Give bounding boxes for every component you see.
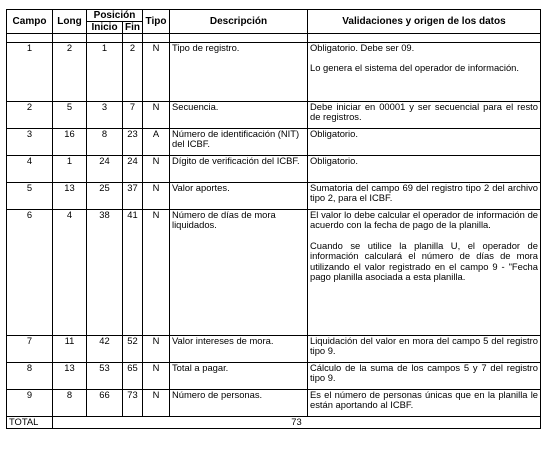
cell-tipo: N xyxy=(143,156,170,183)
cell-tipo: N xyxy=(143,43,170,102)
cell-campo: 7 xyxy=(7,336,53,363)
cell-descripcion: Número de días de mora liquidados. xyxy=(170,210,308,336)
cell-campo: 6 xyxy=(7,210,53,336)
total-value: 73 xyxy=(53,417,541,429)
cell-inicio: 8 xyxy=(87,129,123,156)
header-inicio: Inicio xyxy=(87,22,123,34)
total-row xyxy=(7,417,541,429)
header-posicion: Posición xyxy=(87,10,143,22)
cell-inicio: 53 xyxy=(87,363,123,390)
cell-long: 13 xyxy=(53,183,87,210)
cell-fin: 73 xyxy=(123,390,143,417)
header-validaciones: Validaciones y origen de los datos xyxy=(308,10,541,34)
cell-long: 1 xyxy=(53,156,87,183)
table-row xyxy=(7,156,541,183)
cell-descripcion: Número de personas. xyxy=(170,390,308,417)
cell-validaciones: Sumatoria del campo 69 del registro tipo 2 del archivo tipo 2, para el ICBF. xyxy=(308,183,541,210)
cell-fin: 7 xyxy=(123,102,143,129)
cell-descripcion: Secuencia. xyxy=(170,102,308,129)
table-row xyxy=(7,183,541,210)
cell-long: 4 xyxy=(53,210,87,336)
cell-long: 13 xyxy=(53,363,87,390)
cell-long: 5 xyxy=(53,102,87,129)
cell-validaciones: Liquidación del valor en mora del campo 5 del registro tipo 9. xyxy=(308,336,541,363)
cell-fin: 65 xyxy=(123,363,143,390)
cell-campo: 3 xyxy=(7,129,53,156)
cell-campo: 9 xyxy=(7,390,53,417)
table-row xyxy=(7,102,541,129)
cell-descripcion: Total a pagar. xyxy=(170,363,308,390)
table-row xyxy=(7,43,541,102)
validation-text: Lo genera el sistema del operador de información. xyxy=(310,62,519,74)
cell-validaciones: Obligatorio. xyxy=(308,129,541,156)
header-descripcion: Descripción xyxy=(170,10,308,34)
table-row xyxy=(7,210,541,336)
cell-descripcion: Valor intereses de mora. xyxy=(170,336,308,363)
header-fin: Fin xyxy=(123,22,143,34)
cell-long: 16 xyxy=(53,129,87,156)
cell-tipo: A xyxy=(143,129,170,156)
cell-campo: 4 xyxy=(7,156,53,183)
cell-long: 8 xyxy=(53,390,87,417)
cell-inicio: 3 xyxy=(87,102,123,129)
cell-tipo: N xyxy=(143,102,170,129)
cell-tipo: N xyxy=(143,183,170,210)
cell-inicio: 24 xyxy=(87,156,123,183)
validation-text: Cuando se utilice la planilla U, el operador de información calculará el número de días de mora utilizando el valor registrado en el campo 9 - "Fecha pago planilla asociada a esta planilla. xyxy=(310,239,538,283)
cell-validaciones xyxy=(308,43,541,102)
cell-validaciones: Obligatorio. xyxy=(308,156,541,183)
cell-validaciones: Es el número de personas únicas que en la planilla le están aportando al ICBF. xyxy=(308,390,541,417)
cell-tipo: N xyxy=(143,363,170,390)
header-campo: Campo xyxy=(7,10,53,34)
cell-fin: 24 xyxy=(123,156,143,183)
record-specification-table xyxy=(6,9,541,429)
cell-inicio: 25 xyxy=(87,183,123,210)
cell-inicio: 42 xyxy=(87,336,123,363)
cell-inicio: 38 xyxy=(87,210,123,336)
cell-tipo: N xyxy=(143,390,170,417)
cell-campo: 1 xyxy=(7,43,53,102)
cell-validaciones: Debe iniciar en 00001 y ser secuencial para el resto de registros. xyxy=(308,102,541,129)
cell-fin: 23 xyxy=(123,129,143,156)
header-tipo: Tipo xyxy=(143,10,170,34)
validation-text: Obligatorio. Debe ser 09. xyxy=(310,42,415,53)
cell-long: 2 xyxy=(53,43,87,102)
cell-fin: 2 xyxy=(123,43,143,102)
cell-campo: 5 xyxy=(7,183,53,210)
cell-tipo: N xyxy=(143,336,170,363)
total-label: TOTAL xyxy=(7,417,53,429)
cell-inicio: 66 xyxy=(87,390,123,417)
cell-fin: 37 xyxy=(123,183,143,210)
cell-inicio: 1 xyxy=(87,43,123,102)
cell-descripcion: Número de identificación (NIT) del ICBF. xyxy=(170,129,308,156)
table-row xyxy=(7,363,541,390)
cell-validaciones xyxy=(308,210,541,336)
table-row xyxy=(7,129,541,156)
cell-campo: 8 xyxy=(7,363,53,390)
cell-campo: 2 xyxy=(7,102,53,129)
cell-long: 11 xyxy=(53,336,87,363)
cell-validaciones: Cálculo de la suma de los campos 5 y 7 del registro tipo 9. xyxy=(308,363,541,390)
cell-descripcion: Tipo de registro. xyxy=(170,43,308,102)
cell-fin: 41 xyxy=(123,210,143,336)
cell-descripcion: Valor aportes. xyxy=(170,183,308,210)
cell-descripcion: Dígito de verificación del ICBF. xyxy=(170,156,308,183)
cell-fin: 52 xyxy=(123,336,143,363)
spacer-row xyxy=(7,34,541,43)
header-long: Long xyxy=(53,10,87,34)
header-row xyxy=(7,10,541,22)
table-row xyxy=(7,390,541,417)
table-row xyxy=(7,336,541,363)
cell-tipo: N xyxy=(143,210,170,336)
validation-text: El valor lo debe calcular el operador de información de acuerdo con la fecha de pago de la planilla. xyxy=(310,209,538,231)
